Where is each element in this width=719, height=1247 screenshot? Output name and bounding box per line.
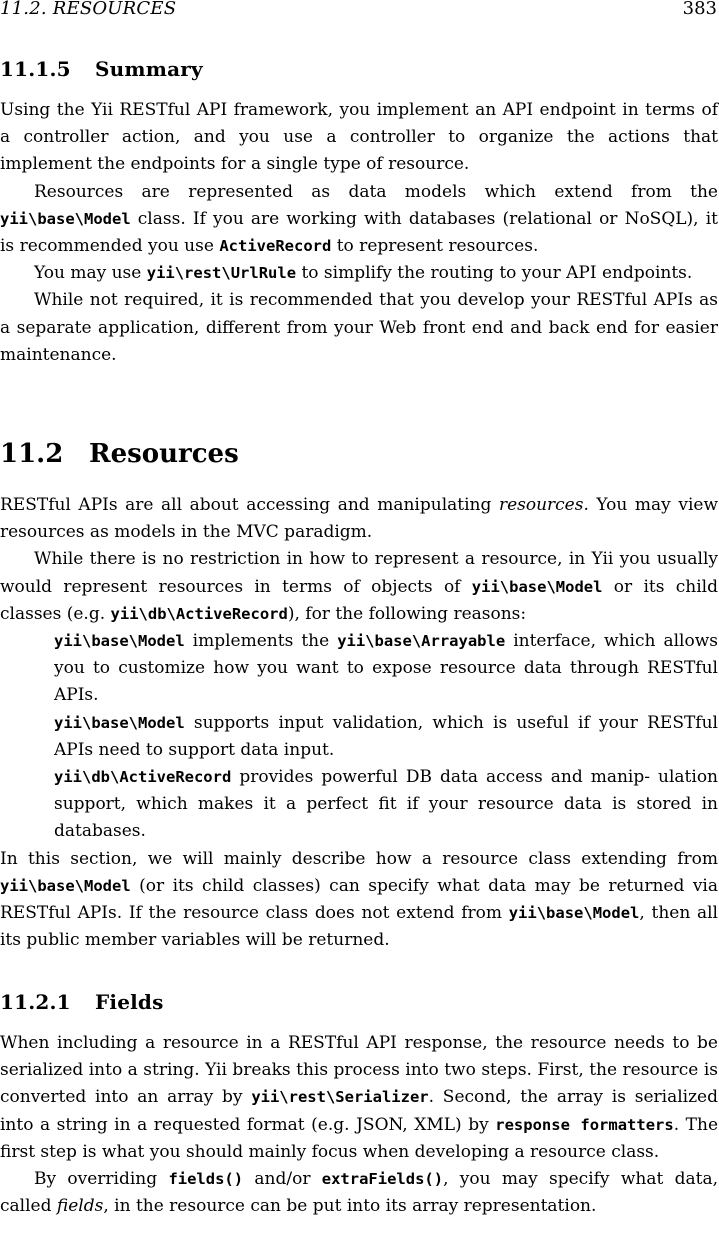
inline-code: fields()	[168, 1170, 244, 1189]
fields-paragraph-1: When including a resource in a RESTful API response, the resource needs to be serialized into a string. Yii breaks this process into two steps. First, the resource is converted into an array by yii\rest\Serializer. Second, the array is serialized into a string in a requested format (e.g. JSON, XML) by response formatters. The first step is what you should mainly focus when developing a resource class.	[0, 1033, 718, 1162]
inline-code: response formatters	[495, 1115, 674, 1134]
running-head	[0, 0, 719, 21]
inline-code: ActiveRecord	[219, 237, 332, 256]
summary-heading	[0, 56, 718, 82]
fields-body	[0, 1030, 718, 1220]
running-head-section: 11.2. RESOURCES	[0, 0, 177, 19]
list-item: yii\base\Model implements the yii\base\Arrayable interface, which allows you to customize how you want to expose resource data through RESTful APIs.	[54, 631, 718, 706]
inline-code: yii\rest\Serializer	[251, 1088, 429, 1107]
resources-body	[0, 492, 718, 954]
summary-paragraph-3: You may use yii\rest\UrlRule to simplify the routing to your API endpoints.	[34, 263, 693, 284]
summary-paragraph-1: Using the Yii RESTful API framework, you implement an API endpoint in terms of a controller action, and you use a controller to organize the actions that implement the endpoints for a single type of resource.	[0, 100, 718, 175]
fields-paragraph-2: By overriding fields() and/or extraFields(), you may specify what data, called fields, in the resource can be put into its array representation.	[0, 1169, 718, 1217]
inline-code: yii\base\Model	[471, 577, 603, 596]
inline-code: yii\base\Model	[0, 209, 131, 228]
list-item: yii\base\Model supports input validation, which is useful if your RESTful APIs need to support data input.	[54, 712, 718, 760]
list-item: yii\db\ActiveRecord provides powerful DB data access and manip- ulation support, which makes it a perfect fit if your resource data is stored in databases.	[54, 767, 718, 842]
resources-paragraph-3: In this section, we will mainly describe how a resource class extending from yii\base\Model (or its child classes) can specify what data may be returned via RESTful APIs. If the resource class does not extend from yii\base\Model, then all its public member variables will be returned.	[0, 848, 718, 951]
summary-number: 11.1.5	[0, 57, 71, 81]
resources-heading	[0, 438, 718, 470]
reasons-list	[0, 628, 718, 846]
inline-code: yii\base\Model	[508, 904, 640, 923]
inline-code: yii\base\Model	[0, 876, 131, 895]
summary-title: Summary	[95, 57, 203, 81]
resources-title: Resources	[89, 439, 239, 469]
inline-code: yii\rest\UrlRule	[146, 264, 297, 283]
resources-number: 11.2	[0, 439, 64, 469]
fields-number: 11.2.1	[0, 990, 71, 1014]
summary-paragraph-2: Resources are represented as data models which extend from the yii\base\Model class. If you are working with databases (relational or NoSQL), it is recommended you use ActiveRecord to represent resources.	[0, 181, 718, 257]
inline-code: yii\db\ActiveRecord	[110, 604, 288, 623]
resources-paragraph-1: RESTful APIs are all about accessing and manipulating resources. You may view resources as models in the MVC paradigm.	[0, 495, 718, 543]
summary-paragraph-4: While not required, it is recommended that you develop your RESTful APIs as a separate application, different from your Web front end and back end for easier maintenance.	[0, 290, 718, 365]
resources-paragraph-2: While there is no restriction in how to represent a resource, in Yii you usually would represent resources in terms of objects of yii\base\Model or its child classes (e.g. yii\db\ActiveRecord), for the following reasons:	[0, 549, 718, 624]
fields-title: Fields	[95, 990, 164, 1014]
fields-heading	[0, 989, 718, 1015]
page-number: 383	[682, 0, 717, 19]
summary-body	[0, 97, 718, 369]
inline-code: extraFields()	[321, 1170, 444, 1189]
